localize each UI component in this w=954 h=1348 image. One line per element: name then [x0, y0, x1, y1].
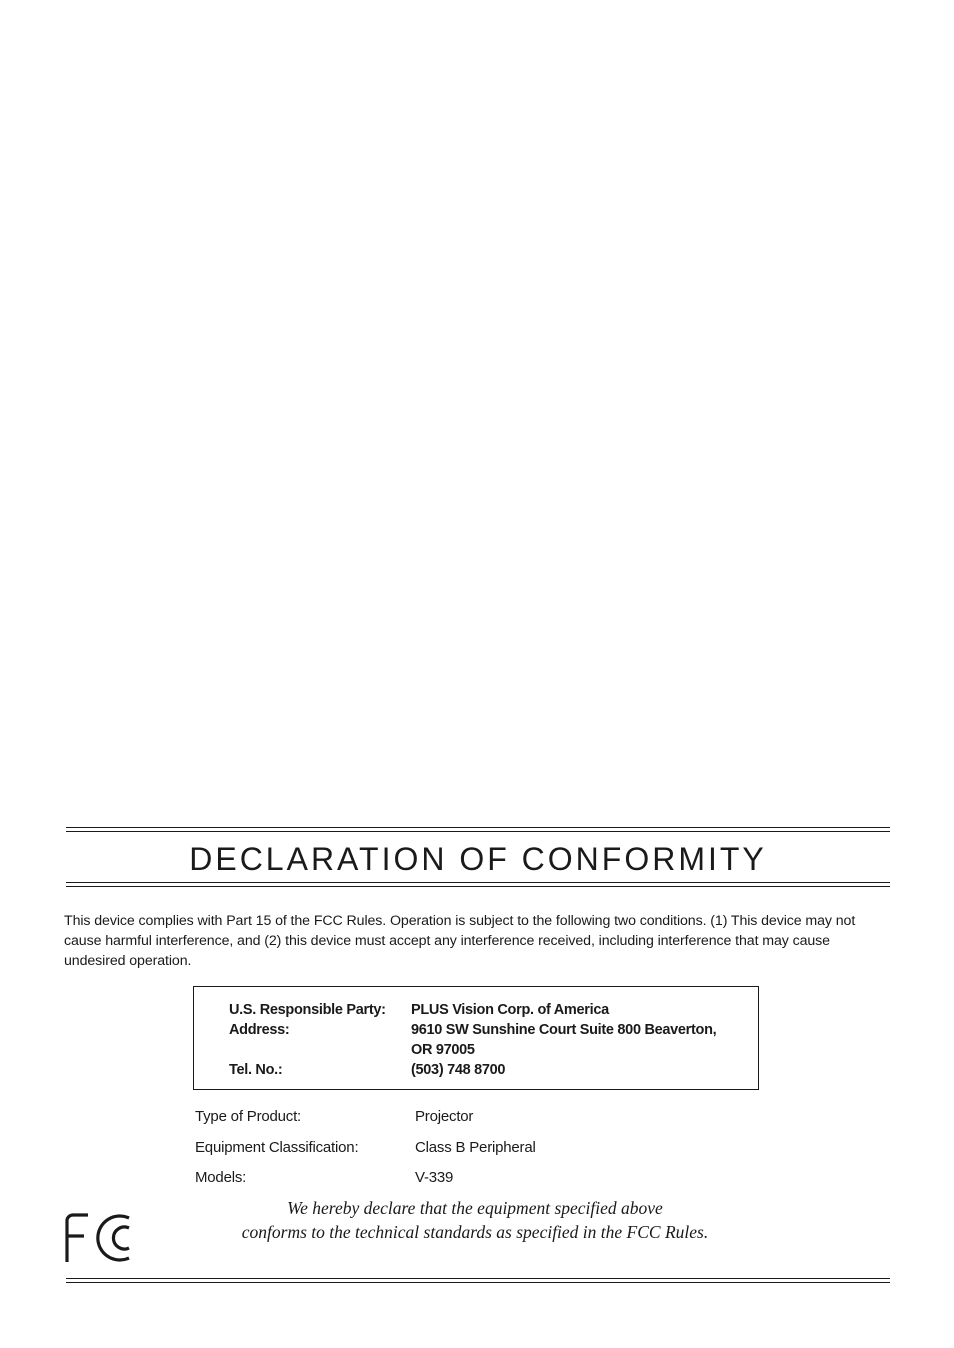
- page-title: DECLARATION OF CONFORMITY: [189, 841, 767, 877]
- declaration-line-2: conforms to the technical standards as specified in the FCC Rules.: [241, 1222, 709, 1242]
- spec-value: Class B Peripheral: [415, 1139, 536, 1156]
- address-line-2: OR 97005: [411, 1042, 475, 1058]
- footer-rule: [66, 1278, 890, 1283]
- spec-value: Projector: [415, 1108, 474, 1125]
- compliance-statement: This device complies with Part 15 of the FCC Rules. Operation is subject to the following two conditions. (1) This device may not cause harmful interference, and (2) this device must accept any interference received, including interference that may cause undesired operation.: [64, 913, 856, 969]
- party-label: U.S. Responsible Party:: [229, 1002, 386, 1018]
- spec-label: Models:: [195, 1169, 247, 1186]
- tel-label: Tel. No.:: [229, 1062, 283, 1078]
- title-rule-bottom: [66, 882, 890, 887]
- tel-value: (503) 748 8700: [411, 1062, 506, 1078]
- spec-label: Equipment Classification:: [195, 1139, 359, 1156]
- spec-label: Type of Product:: [195, 1108, 302, 1125]
- address-label: Address:: [229, 1022, 290, 1038]
- responsible-party-box: [193, 986, 759, 1090]
- declaration-line-1: We hereby declare that the equipment specified above: [287, 1198, 663, 1218]
- address-line-1: 9610 SW Sunshine Court Suite 800 Beaverton,: [411, 1022, 717, 1038]
- declaration-statement: [175, 1196, 775, 1244]
- party-value: PLUS Vision Corp. of America: [411, 1002, 609, 1018]
- fcc-logo-icon: [64, 1212, 136, 1264]
- title-rule-top: [66, 827, 890, 832]
- spec-value: V-339: [415, 1169, 454, 1186]
